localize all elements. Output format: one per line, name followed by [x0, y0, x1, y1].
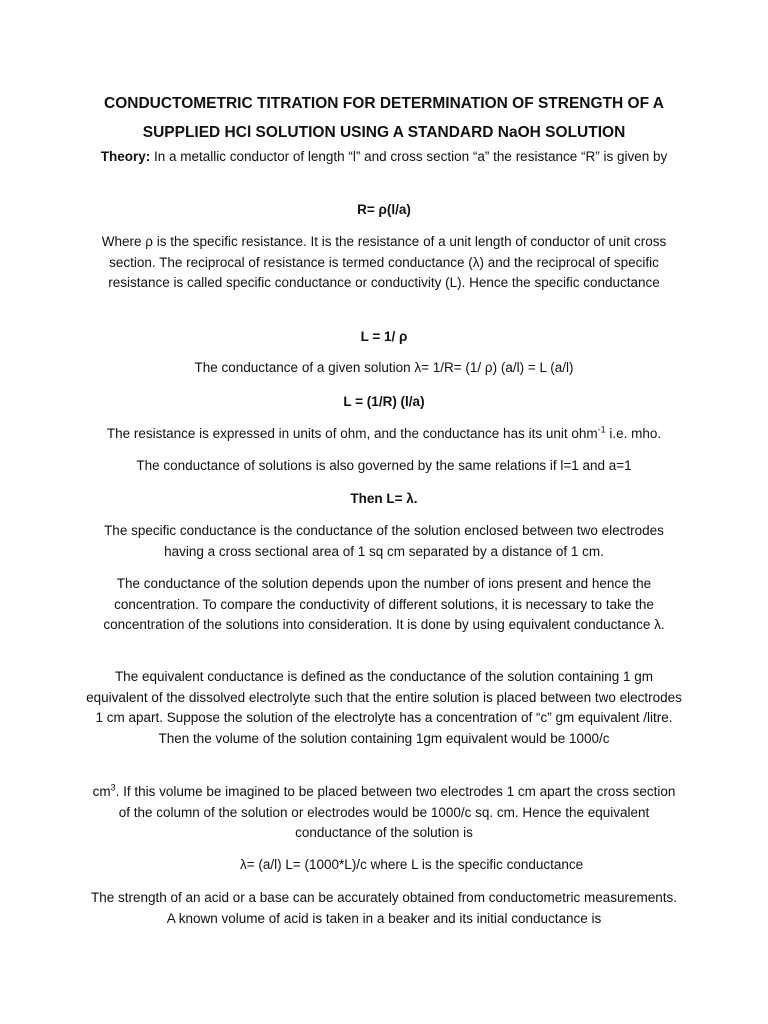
paragraph-specific-conductance: The specific conductance is the conductance of the solution enclosed between two electrodes having a cross sectional area of 1 sq cm separated by a distance of 1 cm.: [104, 523, 664, 559]
paragraph-specific-resistance: Where ρ is the specific resistance. It is the resistance of a unit length of conductor of unit cross section. The reciprocal of resistance is termed conductance (λ) and the reciprocal of specific resistance is called specific conductance or conductivity (L). Hence the specific conductance: [101, 234, 667, 290]
units-superscript: -1: [597, 424, 606, 435]
equation-lambda: λ= (a/l) L= (1000*L)/c where L is the specific conductance: [240, 857, 584, 872]
paragraph-units: [86, 424, 682, 445]
cm3-text: . If this volume be imagined to be placed between two electrodes 1 cm apart the cross section of the column of the solution or electrodes would be 1000/c sq. cm. Hence the equivalent conductance of the solution is: [115, 784, 676, 840]
paragraph-relations: The conductance of solutions is also governed by the same relations if l=1 and a=1: [136, 458, 632, 473]
paragraph-strength: The strength of an acid or a base can be accurately obtained from conductometric measurements. A known volume of acid is taken in a beaker and its initial conductance is: [90, 890, 678, 926]
theory-label: Theory:: [100, 149, 151, 164]
paragraph-ions: The conductance of the solution depends upon the number of ions present and hence the concentration. To compare the conductivity of different solutions, it is necessary to take the concentration of the solutions into consideration. It is done by using equivalent conductance λ.: [103, 576, 665, 632]
cm3-superscript: 3: [110, 782, 116, 793]
theory-paragraph: [86, 147, 682, 168]
cm3-prefix: cm: [92, 784, 111, 799]
paragraph-conductance-solution: The conductance of a given solution λ= 1/R= (1/ ρ) (a/l) = L (a/l): [194, 360, 574, 375]
document-title: [80, 89, 688, 147]
equation-then: Then L= λ.: [350, 491, 418, 506]
paragraph-equivalent-conductance: The equivalent conductance is defined as the conductance of the solution containing 1 gm equivalent of the dissolved electrolyte such that the entire solution is placed between two electrodes 1 cm apart. Suppose the solution of the electrolyte has a concentration of “c” gm equivalent /litre. Then the volume of the solution containing 1gm equivalent would be 1000/c: [86, 669, 682, 746]
equation-L-R: L = (1/R) (l/a): [343, 394, 425, 409]
equation-resistance: R= ρ(l/a): [357, 202, 411, 217]
paragraph-cm3: [86, 782, 682, 844]
units-text-end: i.e. mho.: [605, 426, 662, 441]
units-text: The resistance is expressed in units of ohm, and the conductance has its unit ohm: [106, 426, 598, 441]
title-line-1: CONDUCTOMETRIC TITRATION FOR DETERMINATION OF STRENGTH OF A: [104, 95, 664, 112]
title-line-2: SUPPLIED HCl SOLUTION USING A STANDARD NaOH SOLUTION: [142, 124, 626, 141]
theory-text: In a metallic conductor of length “l” and cross section “a” the resistance “R” is given by: [150, 149, 668, 164]
equation-L-rho: L = 1/ ρ: [360, 329, 408, 344]
